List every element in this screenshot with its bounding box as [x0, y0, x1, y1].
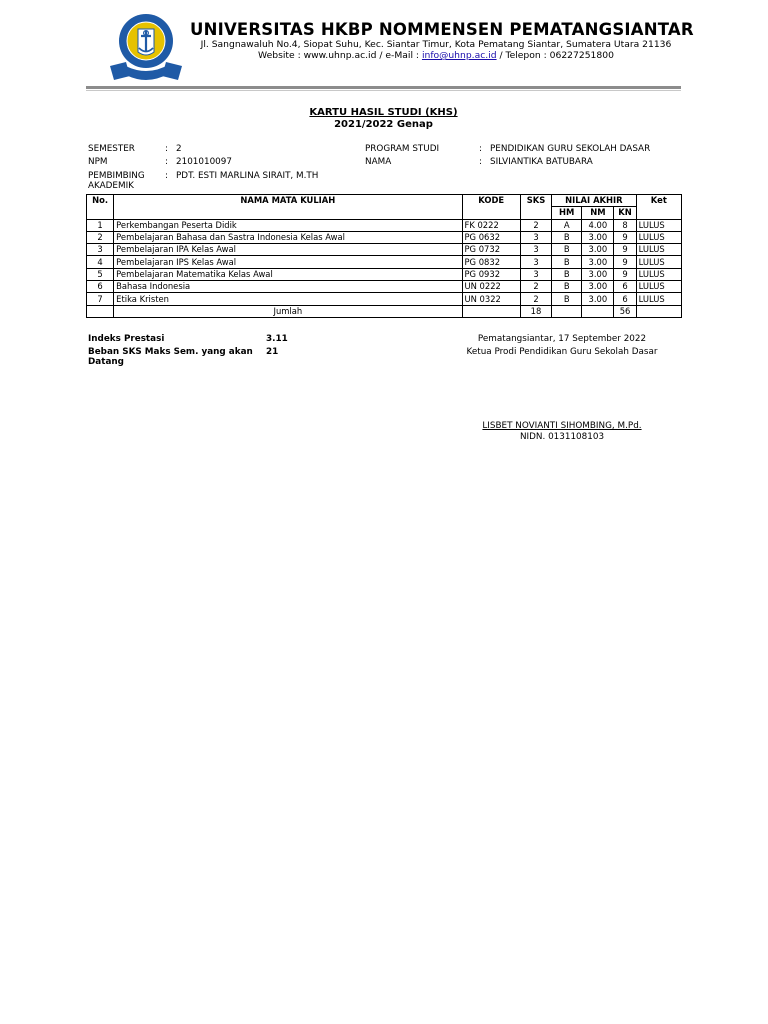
name-label: NAMA — [365, 157, 392, 167]
cell-nm: 3.00 — [582, 293, 614, 305]
semester-value: 2 — [176, 144, 182, 154]
header-hm: HM — [552, 207, 582, 219]
max-load-label: Beban SKS Maks Sem. yang akan — [88, 347, 253, 357]
signature-name: LISBET NOVIANTI SIHOMBING, M.Pd. — [482, 421, 642, 431]
cell-no: 6 — [87, 281, 114, 293]
cell-no: 4 — [87, 256, 114, 268]
semester-colon: : — [165, 144, 168, 154]
cell-nm: 3.00 — [582, 256, 614, 268]
cell-sks: 2 — [520, 219, 551, 231]
cell-hm: B — [552, 244, 582, 256]
cell-ket: LULUS — [636, 293, 681, 305]
cell-ket: LULUS — [636, 244, 681, 256]
name-value: SILVIANTIKA BATUBARA — [490, 157, 593, 167]
header-nm: NM — [582, 207, 614, 219]
table-row — [87, 256, 682, 268]
cell-code: PG 0932 — [462, 268, 520, 280]
total-row — [87, 305, 682, 317]
cell-ket: LULUS — [636, 281, 681, 293]
cell-ket: LULUS — [636, 256, 681, 268]
cell-kn: 6 — [614, 293, 636, 305]
cell-nm: 3.00 — [582, 268, 614, 280]
cell-hm: B — [552, 231, 582, 243]
header-no: No. — [87, 195, 114, 220]
cell-course: Bahasa Indonesia — [114, 281, 462, 293]
cell-hm: B — [552, 268, 582, 280]
cell-code: FK 0222 — [462, 219, 520, 231]
program-value: PENDIDIKAN GURU SEKOLAH DASAR — [490, 144, 651, 154]
email-link[interactable]: info@uhnp.ac.id — [421, 50, 497, 61]
cell-kn: 9 — [614, 231, 636, 243]
cell-course: Pembelajaran IPA Kelas Awal — [114, 244, 462, 256]
cell-course: Pembelajaran Bahasa dan Sastra Indonesia Kelas Awal — [114, 231, 462, 243]
academic-period: 2021/2022 Genap — [334, 119, 433, 130]
advisor-value: PDT. ESTI MARLINA SIRAIT, M.TH — [176, 171, 319, 181]
cell-hm: B — [552, 281, 582, 293]
header-code: KODE — [462, 195, 520, 220]
table-row — [87, 231, 682, 243]
document-title: KARTU HASIL STUDI (KHS) — [309, 107, 458, 118]
total-kn: 56 — [614, 305, 636, 317]
cell-course: Pembelajaran Matematika Kelas Awal — [114, 268, 462, 280]
university-name: UNIVERSITAS HKBP NOMMENSEN PEMATANGSIANTAR — [190, 20, 694, 39]
header-sks: SKS — [520, 195, 551, 220]
cell-no: 2 — [87, 231, 114, 243]
program-colon: : — [479, 144, 482, 154]
cell-code: UN 0322 — [462, 293, 520, 305]
header-divider-light — [86, 90, 681, 91]
header-course: NAMA MATA KULIAH — [114, 195, 462, 220]
cell-hm: A — [552, 219, 582, 231]
signature-role: Ketua Prodi Pendidikan Guru Sekolah Dasar — [466, 347, 658, 357]
name-colon: : — [479, 157, 482, 167]
program-label: PROGRAM STUDI — [365, 144, 440, 154]
cell-kn: 9 — [614, 256, 636, 268]
cell-sks: 3 — [520, 231, 551, 243]
cell-sks: 3 — [520, 268, 551, 280]
table-row — [87, 219, 682, 231]
university-address: Jl. Sangnawaluh No.4, Siopat Suhu, Kec. Siantar Timur, Kota Pematang Siantar, Sumatera Utara 21136 — [200, 39, 672, 50]
cell-ket: LULUS — [636, 219, 681, 231]
header-divider — [86, 86, 681, 89]
total-sks: 18 — [520, 305, 551, 317]
website-text: Website : www.uhnp.ac.id / e-Mail : — [258, 50, 422, 61]
signature-place-date: Pematangsiantar, 17 September 2022 — [477, 334, 647, 344]
table-row — [87, 244, 682, 256]
cell-sks: 2 — [520, 281, 551, 293]
table-row — [87, 268, 682, 280]
advisor-label: PEMBIMBING — [88, 171, 145, 181]
cell-sks: 2 — [520, 293, 551, 305]
cell-kn: 8 — [614, 219, 636, 231]
header-ket: Ket — [636, 195, 681, 220]
cell-kn: 9 — [614, 244, 636, 256]
table-row — [87, 293, 682, 305]
contact-line — [186, 50, 686, 61]
table-row — [87, 281, 682, 293]
cell-hm: B — [552, 293, 582, 305]
cell-ket: LULUS — [636, 231, 681, 243]
npm-colon: : — [165, 157, 168, 167]
advisor-colon: : — [165, 171, 168, 181]
total-label: Jumlah — [114, 305, 462, 317]
npm-value: 2101010097 — [176, 157, 232, 167]
cell-code: PG 0832 — [462, 256, 520, 268]
header-final-grade: NILAI AKHIR — [552, 195, 637, 207]
grades-table — [86, 194, 682, 318]
cell-hm: B — [552, 256, 582, 268]
signature-nidn: NIDN. 0131108103 — [519, 432, 605, 442]
cell-code: UN 0222 — [462, 281, 520, 293]
cell-code: PG 0732 — [462, 244, 520, 256]
cell-no: 3 — [87, 244, 114, 256]
gpa-value: 3.11 — [266, 334, 288, 344]
gpa-label: Indeks Prestasi — [88, 334, 165, 344]
cell-course: Etika Kristen — [114, 293, 462, 305]
cell-no: 7 — [87, 293, 114, 305]
cell-code: PG 0632 — [462, 231, 520, 243]
cell-nm: 4.00 — [582, 219, 614, 231]
cell-nm: 3.00 — [582, 231, 614, 243]
max-load-value: 21 — [266, 347, 279, 357]
cell-sks: 3 — [520, 256, 551, 268]
cell-kn: 6 — [614, 281, 636, 293]
cell-no: 1 — [87, 219, 114, 231]
semester-label: SEMESTER — [88, 144, 135, 154]
cell-nm: 3.00 — [582, 281, 614, 293]
cell-course: Perkembangan Peserta Didik — [114, 219, 462, 231]
university-seal-icon — [108, 12, 184, 84]
cell-nm: 3.00 — [582, 244, 614, 256]
advisor-label-cont: AKADEMIK — [88, 181, 134, 191]
cell-kn: 9 — [614, 268, 636, 280]
phone-text: / Telepon : 06227251800 — [496, 50, 614, 61]
max-load-label-cont: Datang — [88, 357, 124, 367]
cell-course: Pembelajaran IPS Kelas Awal — [114, 256, 462, 268]
cell-sks: 3 — [520, 244, 551, 256]
cell-no: 5 — [87, 268, 114, 280]
header-kn: KN — [614, 207, 636, 219]
cell-ket: LULUS — [636, 268, 681, 280]
npm-label: NPM — [88, 157, 108, 167]
